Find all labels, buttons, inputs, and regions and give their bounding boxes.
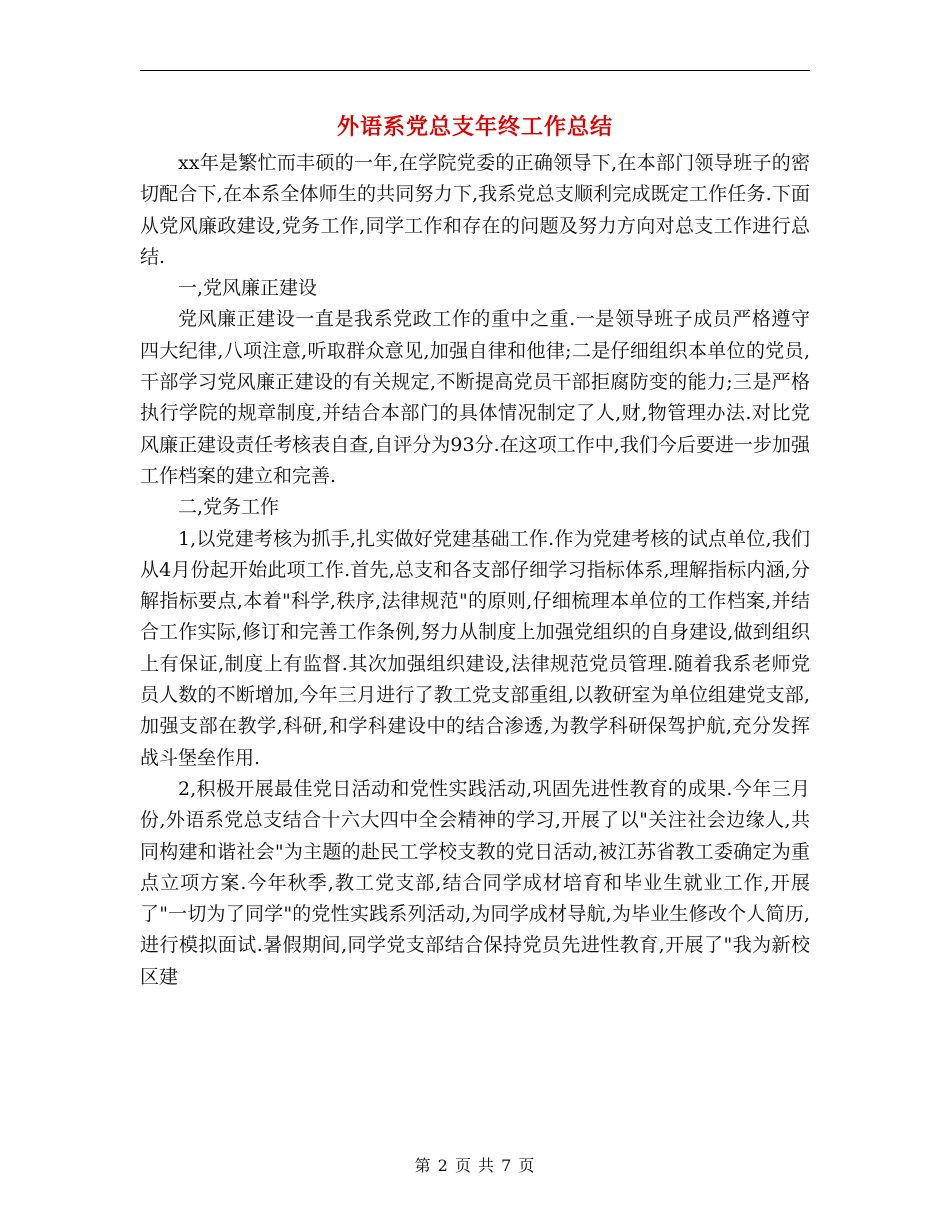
paragraph-item-1: 1,以党建考核为抓手,扎实做好党建基础工作.作为党建考核的试点单位,我们从4月份起开始此项工作.首先,总支和各支部仔细学习指标体系,理解指标内涵,分解指标要点,本着"科学,秩序,法律规范"的原则,仔细梳理本单位的工作档案,并结合工作实际,修订和完善工作条例,努力从制度上加强党组织的自身建设,做到组织上有保证,制度上有监督.其次加强组织建设,法律规范党员管理.随着我系老师党员人数的不断增加,今年三月进行了教工党支部重组,以教研室为单位组建党支部,加强支部在教学,科研,和学科建设中的结合渗透,为教学科研保驾护航,充分发挥战斗堡垒作用. — [140, 527, 810, 769]
paragraph-intro: xx年是繁忙而丰硕的一年,在学院党委的正确领导下,在本部门领导班子的密切配合下,在本系全体师生的共同努力下,我系党总支顺利完成既定工作任务.下面从党风廉政建设,党务工作,同学工作和存在的问题及努力方向对总支工作进行总结. — [140, 152, 810, 268]
page-footer: 第 2 页 共 7 页 — [414, 1156, 536, 1175]
paragraph-item-2: 2,积极开展最佳党日活动和党性实践活动,巩固先进性教育的成果.今年三月份,外语系党总支结合十六大四中全会精神的学习,开展了以"关注社会边缘人,共同构建和谐社会"为主题的赴民工学校支教的党日活动,被江苏省教工委确定为重点立项方案.今年秋季,教工党支部,结合同学成材培育和毕业生就业工作,开展了"一切为了同学"的党性实践系列活动,为同学成材导航,为毕业生修改个人简历,进行模拟面试.暑假期间,同学党支部结合保持党员先进性教育,开展了"我为新校区建 — [140, 777, 810, 988]
document-body — [140, 148, 810, 1108]
header-rule — [140, 70, 810, 71]
section-heading-1: 一,党风廉正建设 — [178, 277, 318, 300]
document-title: 外语系党总支年终工作总结 — [336, 114, 613, 140]
section-heading-2: 二,党务工作 — [178, 496, 280, 519]
paragraph-section-1: 党风廉正建设一直是我系党政工作的重中之重.一是领导班子成员严格遵守四大纪律,八项注意,听取群众意见,加强自律和他律;二是仔细组织本单位的党员,干部学习党风廉正建设的有关规定,不断提高党员干部拒腐防变的能力;三是严格执行学院的规章制度,并结合本部门的具体情况制定了人,财,物管理办法.对比党风廉正建设责任考核表自查,自评分为93分.在这项工作中,我们今后要进一步加强工作档案的建立和完善. — [140, 308, 810, 487]
